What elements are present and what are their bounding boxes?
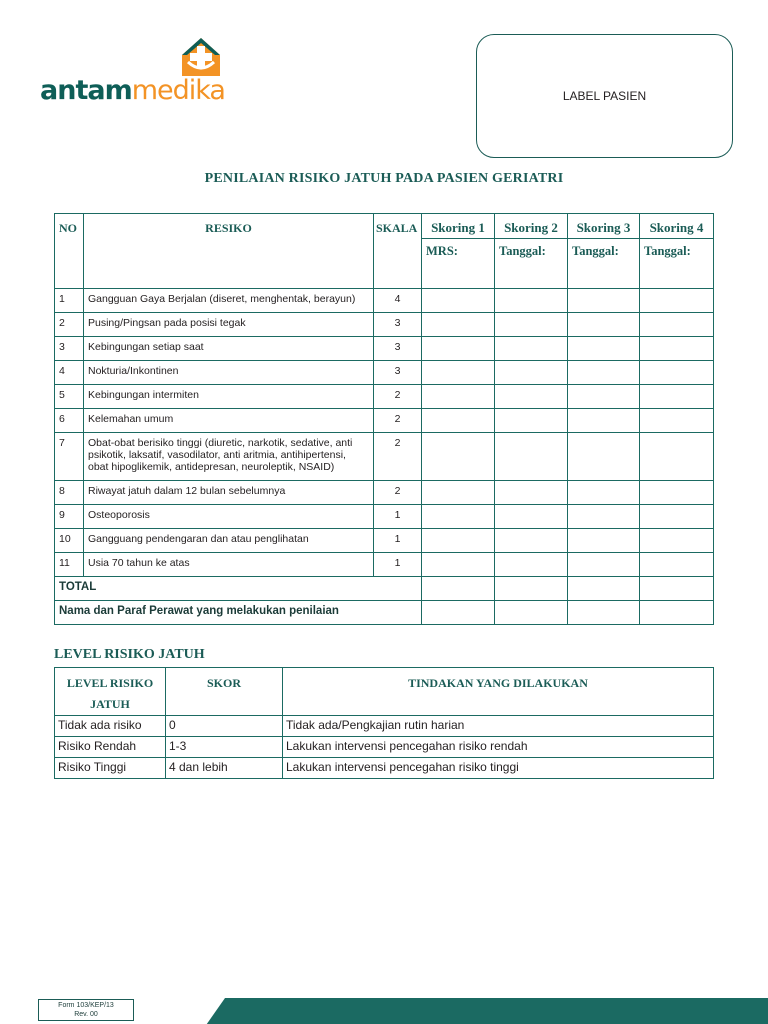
level-tindakan: Lakukan intervensi pencegahan risiko rendah [283,737,714,758]
row-resiko: Osteoporosis [84,505,374,529]
row-no: 7 [55,433,84,481]
table-row [55,385,714,409]
page-title: PENILAIAN RISIKO JATUH PADA PASIEN GERIATRI [204,171,564,186]
score-cell[interactable] [568,409,640,433]
score-cell[interactable] [640,481,714,505]
row-no: 10 [55,529,84,553]
score-cell[interactable] [422,337,495,361]
score-cell[interactable] [640,433,714,481]
table-row [55,505,714,529]
sub-header-mrs: MRS: [422,239,495,289]
row-resiko: Pusing/Pingsan pada posisi tegak [84,313,374,337]
score-cell[interactable] [568,505,640,529]
level-skor: 0 [166,716,283,737]
score-cell[interactable] [568,313,640,337]
score-cell[interactable] [568,361,640,385]
score-cell[interactable] [495,409,568,433]
score-cell[interactable] [640,385,714,409]
table-row [55,737,714,758]
score-cell[interactable] [495,361,568,385]
level-section-title: LEVEL RISIKO JATUH [54,647,205,662]
score-cell[interactable] [568,553,640,577]
row-skala: 3 [374,313,422,337]
score-cell[interactable] [640,337,714,361]
row-no: 8 [55,481,84,505]
row-resiko: Kebingungan setiap saat [84,337,374,361]
total-cell[interactable] [422,577,495,601]
score-cell[interactable] [422,553,495,577]
score-cell[interactable] [422,361,495,385]
table-row [55,313,714,337]
row-skala: 3 [374,361,422,385]
level-name: Tidak ada risiko [55,716,166,737]
header-skoring-3: Skoring 3 [568,214,640,239]
row-skala: 1 [374,529,422,553]
table-row [55,529,714,553]
header-skoring-2: Skoring 2 [495,214,568,239]
level-skor: 4 dan lebih [166,758,283,779]
row-skala: 2 [374,433,422,481]
signature-cell[interactable] [568,601,640,625]
table-row [55,481,714,505]
row-resiko: Gangguang pendengaran dan atau penglihatan [84,529,374,553]
row-no: 5 [55,385,84,409]
level-name: Risiko Rendah [55,737,166,758]
table-row [55,716,714,737]
row-no: 11 [55,553,84,577]
score-cell[interactable] [422,313,495,337]
sub-header-tanggal-3: Tanggal: [568,239,640,289]
header-skoring-4: Skoring 4 [640,214,714,239]
score-cell[interactable] [640,505,714,529]
total-label: TOTAL [55,577,422,601]
row-resiko: Obat-obat berisiko tinggi (diuretic, narkotik, sedative, anti psikotik, laksatif, vasodilator, anti aritmia, antihipertensi, obat hipoglikemik, antidepresan, neuroleptik, NSAID) [84,433,374,481]
table-row [55,433,714,481]
total-cell[interactable] [640,577,714,601]
row-skala: 1 [374,553,422,577]
form-code: Form 103/KEP/13 [58,1002,114,1009]
form-code-box [38,999,134,1021]
level-tindakan: Tidak ada/Pengkajian rutin harian [283,716,714,737]
score-cell[interactable] [422,385,495,409]
score-cell[interactable] [422,529,495,553]
table-row [55,553,714,577]
score-cell[interactable] [568,385,640,409]
score-cell[interactable] [568,529,640,553]
score-cell[interactable] [422,289,495,313]
row-skala: 2 [374,385,422,409]
sub-header-tanggal-4: Tanggal: [640,239,714,289]
row-skala: 4 [374,289,422,313]
score-cell[interactable] [495,505,568,529]
row-no: 4 [55,361,84,385]
row-skala: 3 [374,337,422,361]
score-cell[interactable] [495,481,568,505]
row-skala: 1 [374,505,422,529]
sub-header-tanggal-2: Tanggal: [495,239,568,289]
row-no: 6 [55,409,84,433]
table-row [55,361,714,385]
score-cell[interactable] [640,409,714,433]
nurse-row [55,601,714,625]
score-cell[interactable] [640,529,714,553]
score-cell[interactable] [495,313,568,337]
total-cell[interactable] [568,577,640,601]
nurse-label: Nama dan Paraf Perawat yang melakukan penilaian [55,601,422,625]
row-no: 9 [55,505,84,529]
company-logo [40,36,250,108]
patient-label-text: LABEL PASIEN [562,89,647,103]
score-cell[interactable] [568,481,640,505]
row-no: 2 [55,313,84,337]
header-no: NO [55,214,84,289]
score-cell[interactable] [422,481,495,505]
table-row [55,337,714,361]
score-cell[interactable] [495,529,568,553]
score-cell[interactable] [422,505,495,529]
footer-bar [204,998,768,1024]
score-cell[interactable] [640,553,714,577]
level-name: Risiko Tinggi [55,758,166,779]
risk-assessment-table [54,213,714,625]
header-resiko: RESIKO [84,214,374,289]
level-tindakan: Lakukan intervensi pencegahan risiko tinggi [283,758,714,779]
row-resiko: Usia 70 tahun ke atas [84,553,374,577]
header-skoring-1: Skoring 1 [422,214,495,239]
score-cell[interactable] [495,433,568,481]
score-cell[interactable] [495,289,568,313]
score-cell[interactable] [422,433,495,481]
signature-cell[interactable] [422,601,495,625]
row-skala: 2 [374,409,422,433]
score-cell[interactable] [495,553,568,577]
row-resiko: Riwayat jatuh dalam 12 bulan sebelumnya [84,481,374,505]
table-row [55,758,714,779]
score-cell[interactable] [495,337,568,361]
patient-label-box [476,34,733,158]
score-cell[interactable] [422,409,495,433]
score-cell[interactable] [640,361,714,385]
score-cell[interactable] [568,433,640,481]
risk-level-table [54,667,714,779]
form-revision: Rev. 00 [74,1011,98,1018]
row-skala: 2 [374,481,422,505]
score-cell[interactable] [640,289,714,313]
score-cell[interactable] [640,313,714,337]
logo-wordmark: antammedika [40,75,225,106]
signature-cell[interactable] [640,601,714,625]
row-resiko: Kelemahan umum [84,409,374,433]
header-skor: SKOR [166,668,283,716]
score-cell[interactable] [568,337,640,361]
score-cell[interactable] [568,289,640,313]
table-row [55,289,714,313]
row-no: 3 [55,337,84,361]
score-cell[interactable] [495,385,568,409]
header-level: LEVEL RISIKO JATUH [55,668,166,716]
total-row [55,577,714,601]
medical-cross-icon [180,36,222,78]
header-skala: SKALA [374,214,422,289]
header-tindakan: TINDAKAN YANG DILAKUKAN [283,668,714,716]
total-cell[interactable] [495,577,568,601]
row-resiko: Kebingungan intermiten [84,385,374,409]
level-skor: 1-3 [166,737,283,758]
signature-cell[interactable] [495,601,568,625]
row-no: 1 [55,289,84,313]
row-resiko: Nokturia/Inkontinen [84,361,374,385]
table-row [55,409,714,433]
row-resiko: Gangguan Gaya Berjalan (diseret, menghentak, berayun) [84,289,374,313]
